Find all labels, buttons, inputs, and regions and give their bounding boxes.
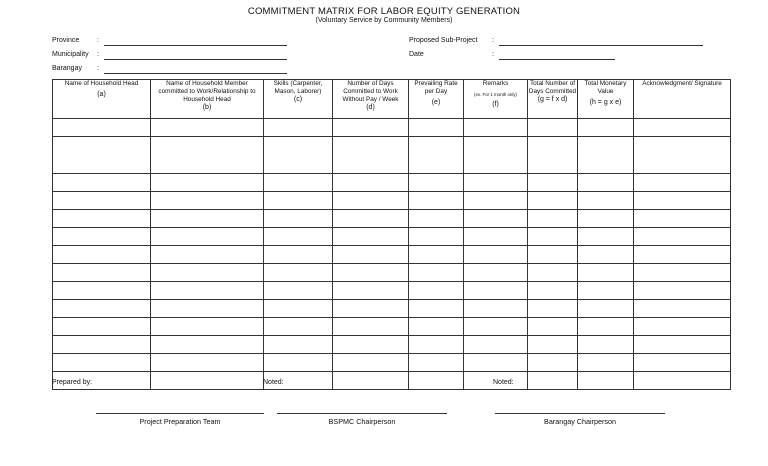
table-cell[interactable]: [333, 318, 409, 336]
table-cell[interactable]: [333, 246, 409, 264]
signatory-barangay-chairperson: Barangay Chairperson: [544, 417, 616, 426]
table-row: [53, 246, 731, 264]
table-cell[interactable]: [264, 210, 333, 228]
table-cell[interactable]: [464, 354, 528, 372]
column-label: Name of Household Member committed to Work/Relationship to Household Head: [158, 80, 256, 103]
table-cell[interactable]: [528, 137, 578, 174]
barangay-field: [52, 65, 99, 72]
table-cell[interactable]: [528, 210, 578, 228]
column-letter: (a): [97, 91, 106, 98]
table-cell[interactable]: [464, 336, 528, 354]
column-label: Remarks: [482, 80, 509, 87]
table-cell[interactable]: [634, 119, 731, 137]
table-row: [53, 210, 731, 228]
sub-project-input-line[interactable]: [499, 37, 703, 46]
column-label: Skills (Carpenter, Mason, Laborer): [273, 80, 323, 95]
table-row: [53, 354, 731, 372]
table-cell[interactable]: [53, 119, 151, 137]
table-cell[interactable]: [53, 300, 151, 318]
signature-line-preparation-team[interactable]: [96, 413, 264, 414]
column-header-total-days: [528, 80, 578, 119]
province-colon: :: [97, 37, 99, 44]
table-cell[interactable]: [634, 174, 731, 192]
table-cell[interactable]: [264, 300, 333, 318]
table-row: [53, 336, 731, 354]
table-cell[interactable]: [151, 228, 264, 246]
table-cell[interactable]: [53, 210, 151, 228]
sub-project-colon: :: [492, 37, 494, 44]
table-cell[interactable]: [53, 318, 151, 336]
table-cell[interactable]: [464, 300, 528, 318]
table-cell[interactable]: [409, 246, 464, 264]
signature-line-bspmc[interactable]: [277, 413, 447, 414]
table-row: [53, 372, 731, 390]
municipality-field: [52, 51, 99, 58]
table-cell[interactable]: [528, 354, 578, 372]
table-cell[interactable]: [578, 300, 634, 318]
table-cell[interactable]: [409, 137, 464, 174]
table-cell[interactable]: [528, 372, 578, 390]
column-header-household-member: [151, 80, 264, 119]
table-cell[interactable]: [634, 264, 731, 282]
signature-line-barangay[interactable]: [495, 413, 665, 414]
table-cell[interactable]: [634, 336, 731, 354]
date-field: [409, 51, 494, 58]
column-note: (ex. For 1 month only): [474, 92, 517, 97]
column-label: Name of Household Head: [64, 80, 139, 87]
table-cell[interactable]: [409, 192, 464, 210]
table-cell[interactable]: [264, 174, 333, 192]
barangay-colon: :: [97, 65, 99, 72]
table-cell[interactable]: [409, 336, 464, 354]
table-cell[interactable]: [578, 372, 634, 390]
table-cell[interactable]: [264, 192, 333, 210]
table-cell[interactable]: [409, 372, 464, 390]
table-cell[interactable]: [578, 174, 634, 192]
table-cell[interactable]: [634, 192, 731, 210]
table-cell[interactable]: [53, 354, 151, 372]
municipality-label: Municipality: [52, 51, 89, 58]
table-cell[interactable]: [53, 264, 151, 282]
table-cell[interactable]: [464, 282, 528, 300]
column-label: Acknowledgment/ Signature: [642, 80, 722, 87]
table-row: [53, 300, 731, 318]
column-label: Number of Days Committed to Work Without Pay / Week: [342, 80, 399, 103]
table-cell[interactable]: [634, 137, 731, 174]
table-cell[interactable]: [578, 354, 634, 372]
date-colon: :: [492, 51, 494, 58]
table-cell[interactable]: [333, 300, 409, 318]
table-cell[interactable]: [53, 336, 151, 354]
table-cell[interactable]: [151, 336, 264, 354]
table-cell[interactable]: [409, 119, 464, 137]
table-cell[interactable]: [634, 300, 731, 318]
table-cell[interactable]: [333, 372, 409, 390]
signatory-project-preparation-team: Project Preparation Team: [139, 417, 221, 426]
column-header-prevailing-rate: [409, 80, 464, 119]
table-cell[interactable]: [333, 228, 409, 246]
table-cell[interactable]: [264, 318, 333, 336]
column-header-signature: [634, 80, 731, 119]
table-cell[interactable]: [151, 137, 264, 174]
table-cell[interactable]: [151, 318, 264, 336]
table-cell[interactable]: [528, 119, 578, 137]
table-row: [53, 228, 731, 246]
table-cell[interactable]: [333, 354, 409, 372]
table-cell[interactable]: [151, 354, 264, 372]
table-cell[interactable]: [333, 174, 409, 192]
table-cell[interactable]: [333, 336, 409, 354]
table-cell[interactable]: [528, 264, 578, 282]
table-cell[interactable]: [333, 119, 409, 137]
table-cell[interactable]: [464, 119, 528, 137]
table-cell[interactable]: [528, 246, 578, 264]
table-cell[interactable]: [464, 174, 528, 192]
table-cell[interactable]: [264, 282, 333, 300]
table-cell[interactable]: [528, 282, 578, 300]
table-cell[interactable]: [464, 318, 528, 336]
table-cell[interactable]: [333, 264, 409, 282]
table-cell[interactable]: [53, 192, 151, 210]
table-cell[interactable]: [464, 137, 528, 174]
column-header-days-committed: [333, 80, 409, 119]
table-cell[interactable]: [151, 174, 264, 192]
table-row: [53, 174, 731, 192]
table-cell[interactable]: [464, 192, 528, 210]
table-cell[interactable]: [578, 282, 634, 300]
table-cell[interactable]: [409, 318, 464, 336]
table-row: [53, 318, 731, 336]
table-cell[interactable]: [264, 228, 333, 246]
table-cell[interactable]: [333, 210, 409, 228]
noted-label-1: Noted:: [263, 379, 284, 386]
table-cell[interactable]: [464, 210, 528, 228]
column-header-remarks: [464, 80, 528, 119]
form-subtitle: (Voluntary Service by Community Members): [315, 17, 453, 24]
table-cell[interactable]: [634, 210, 731, 228]
table-cell[interactable]: [578, 246, 634, 264]
table-cell[interactable]: [409, 210, 464, 228]
column-label: Prevailing Rate per Day: [414, 80, 458, 95]
sub-project-field: [409, 37, 494, 44]
table-cell[interactable]: [264, 264, 333, 282]
matrix-body: [53, 119, 731, 390]
table-cell[interactable]: [578, 336, 634, 354]
table-cell[interactable]: [53, 137, 151, 174]
table-cell[interactable]: [333, 137, 409, 174]
column-letter: (d): [366, 104, 375, 111]
table-cell[interactable]: [578, 192, 634, 210]
date-label: Date: [409, 51, 424, 58]
table-cell[interactable]: [264, 336, 333, 354]
commitment-matrix-table: [52, 79, 731, 390]
column-label: Total Monetary Value: [584, 80, 627, 95]
table-cell[interactable]: [634, 246, 731, 264]
table-cell[interactable]: [528, 192, 578, 210]
municipality-colon: :: [97, 51, 99, 58]
table-cell[interactable]: [634, 282, 731, 300]
table-cell[interactable]: [528, 174, 578, 192]
table-row: [53, 192, 731, 210]
table-cell[interactable]: [264, 119, 333, 137]
table-cell[interactable]: [333, 282, 409, 300]
date-input-line[interactable]: [499, 51, 615, 60]
table-cell[interactable]: [634, 228, 731, 246]
table-row: [53, 119, 731, 137]
table-cell[interactable]: [634, 318, 731, 336]
table-cell[interactable]: [634, 372, 731, 390]
table-cell[interactable]: [464, 246, 528, 264]
table-cell[interactable]: [151, 246, 264, 264]
table-cell[interactable]: [333, 192, 409, 210]
municipality-input-line[interactable]: [104, 51, 287, 60]
table-cell[interactable]: [528, 300, 578, 318]
table-cell[interactable]: [634, 354, 731, 372]
table-cell[interactable]: [464, 264, 528, 282]
table-cell[interactable]: [409, 282, 464, 300]
table-cell[interactable]: [578, 228, 634, 246]
table-row: [53, 137, 731, 174]
header-row: [53, 80, 731, 119]
table-cell[interactable]: [528, 318, 578, 336]
table-cell[interactable]: [409, 354, 464, 372]
column-letter: (h = g x e): [589, 99, 622, 106]
table-cell[interactable]: [528, 228, 578, 246]
form-title: COMMITMENT MATRIX FOR LABOR EQUITY GENERATION: [247, 6, 521, 17]
column-letter: (f): [492, 101, 499, 108]
table-row: [53, 282, 731, 300]
table-cell[interactable]: [264, 137, 333, 174]
column-letter: (e): [431, 99, 441, 106]
table-cell[interactable]: [151, 264, 264, 282]
table-cell[interactable]: [53, 228, 151, 246]
sub-project-label: Proposed Sub-Project: [409, 37, 478, 44]
signatory-bspmc-chairperson: BSPMC Chairperson: [328, 417, 396, 426]
column-header-household-head: [53, 80, 151, 119]
table-cell[interactable]: [53, 282, 151, 300]
column-header-monetary-value: [578, 80, 634, 119]
barangay-label: Barangay: [52, 65, 82, 72]
table-cell[interactable]: [578, 318, 634, 336]
table-cell[interactable]: [264, 246, 333, 264]
prepared-by-label: Prepared by:: [52, 379, 93, 386]
column-label: Total Number of Days Committed: [528, 80, 577, 95]
table-cell[interactable]: [151, 372, 264, 390]
table-cell[interactable]: [53, 246, 151, 264]
table-cell[interactable]: [151, 192, 264, 210]
province-input-line[interactable]: [104, 37, 287, 46]
column-letter: (g = f x d): [537, 96, 568, 103]
table-cell[interactable]: [578, 137, 634, 174]
table-cell[interactable]: [528, 336, 578, 354]
column-letter: (b): [202, 104, 212, 111]
province-field: [52, 37, 99, 44]
table-cell[interactable]: [409, 174, 464, 192]
table-cell[interactable]: [578, 264, 634, 282]
table-cell[interactable]: [151, 282, 264, 300]
province-label: Province: [52, 37, 80, 44]
table-cell[interactable]: [53, 174, 151, 192]
table-cell[interactable]: [578, 119, 634, 137]
table-cell[interactable]: [409, 300, 464, 318]
table-cell[interactable]: [151, 119, 264, 137]
column-letter: (c): [293, 96, 303, 103]
table-cell[interactable]: [409, 228, 464, 246]
table-cell[interactable]: [578, 210, 634, 228]
table-cell[interactable]: [264, 354, 333, 372]
table-cell[interactable]: [409, 264, 464, 282]
noted-label-2: Noted:: [493, 379, 514, 386]
table-cell[interactable]: [151, 300, 264, 318]
table-cell[interactable]: [464, 228, 528, 246]
table-cell[interactable]: [151, 210, 264, 228]
table-row: [53, 264, 731, 282]
column-header-skills: [264, 80, 333, 119]
barangay-input-line[interactable]: [104, 65, 287, 74]
